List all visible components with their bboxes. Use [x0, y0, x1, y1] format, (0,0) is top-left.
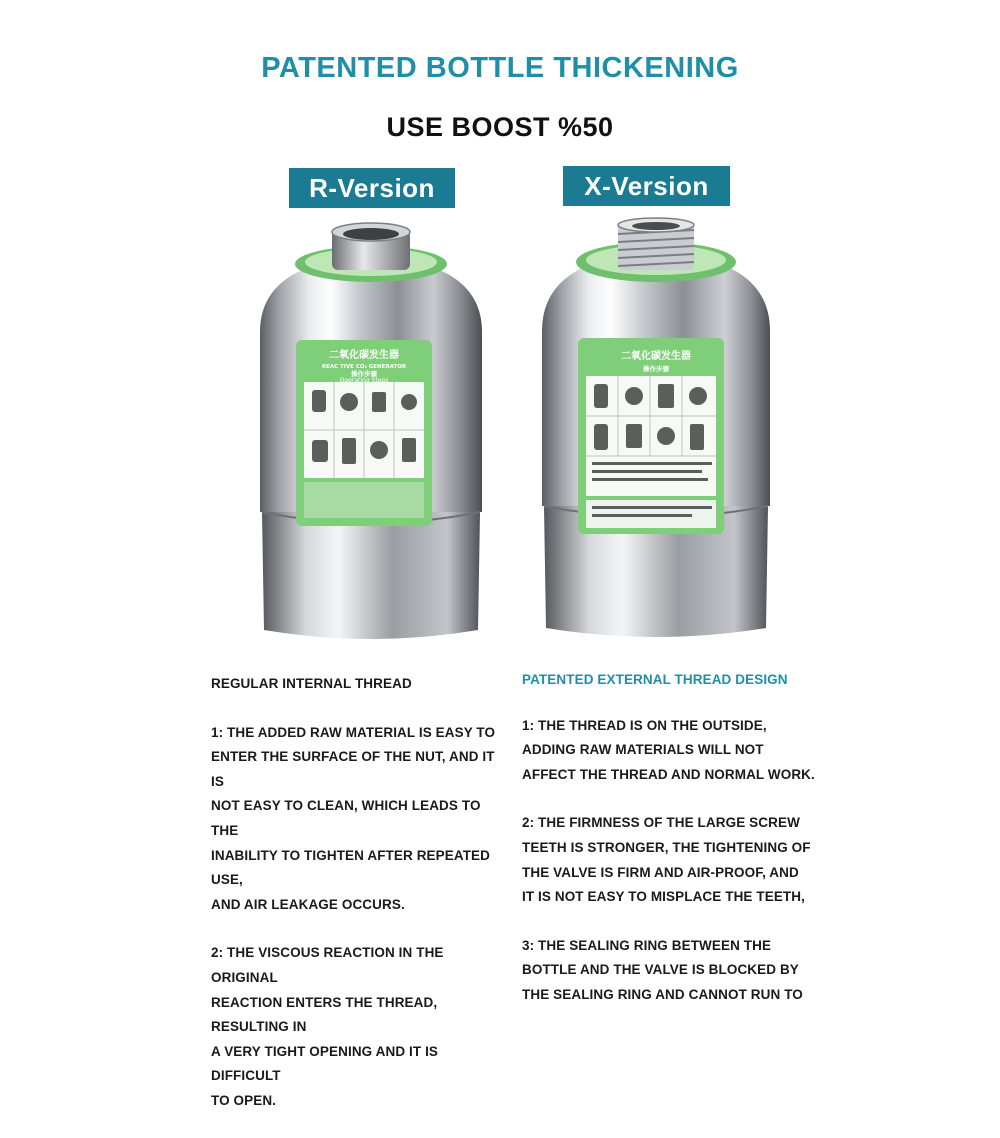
r-version-description — [211, 672, 511, 1138]
x-version-point-1: 1: THE THREAD IS ON THE OUTSIDE, ADDING RAW MATERIALS WILL NOT AFFECT THE THREAD AND NORMAL WORK. — [522, 717, 815, 782]
r-label-title-cn: 二氧化碳发生器 — [329, 350, 399, 361]
headline: PATENTED BOTTLE THICKENING — [261, 52, 739, 84]
x-label-steps-cn: 操作步骤 — [643, 365, 669, 373]
x-label-title-cn: 二氧化碳发生器 — [621, 351, 691, 362]
r-version-badge: R-Version — [289, 168, 455, 208]
r-version-point-2: 2: THE VISCOUS REACTION IN THE ORIGINAL REACTION ENTERS THE THREAD, RESULTING IN A VERY TIGHT OPENING AND IT IS DIFFICULT TO OPEN. — [211, 945, 444, 1108]
x-version-badge: X-Version — [563, 166, 730, 206]
r-version-heading: REGULAR INTERNAL THREAD — [211, 676, 412, 691]
r-version-point-1: 1: THE ADDED RAW MATERIAL IS EASY TO ENTER THE SURFACE OF THE NUT, AND IT IS NOT EASY TO CLEAN, WHICH LEADS TO THE INABILITY TO TIGHTEN AFTER REPEATED USE, AND AIR LEAKAGE OCCURS. — [211, 724, 496, 912]
x-version-point-3: 3: THE SEALING RING BETWEEN THE BOTTLE AND THE VALVE IS BLOCKED BY THE SEALING RING AND CANNOT RUN TO — [522, 937, 803, 1002]
subheadline: USE BOOST %50 — [386, 112, 614, 142]
r-label-steps-en: Operating Steps — [339, 377, 389, 384]
r-version-bottle-image — [248, 222, 494, 656]
r-label-title-en: REAC TIVE CO₂ GENERATOR — [321, 364, 407, 370]
x-version-description — [522, 668, 822, 1032]
x-version-bottle-image — [532, 216, 780, 654]
r-label-steps-cn: 操作步骤 — [351, 370, 377, 378]
x-version-point-2: 2: THE FIRMNESS OF THE LARGE SCREW TEETH IS STRONGER, THE TIGHTENING OF THE VALVE IS FIRM AND AIR-PROOF, AND IT IS NOT EASY TO MISPLACE THE TEETH, — [522, 815, 811, 905]
x-version-heading: PATENTED EXTERNAL THREAD DESIGN — [522, 672, 788, 687]
